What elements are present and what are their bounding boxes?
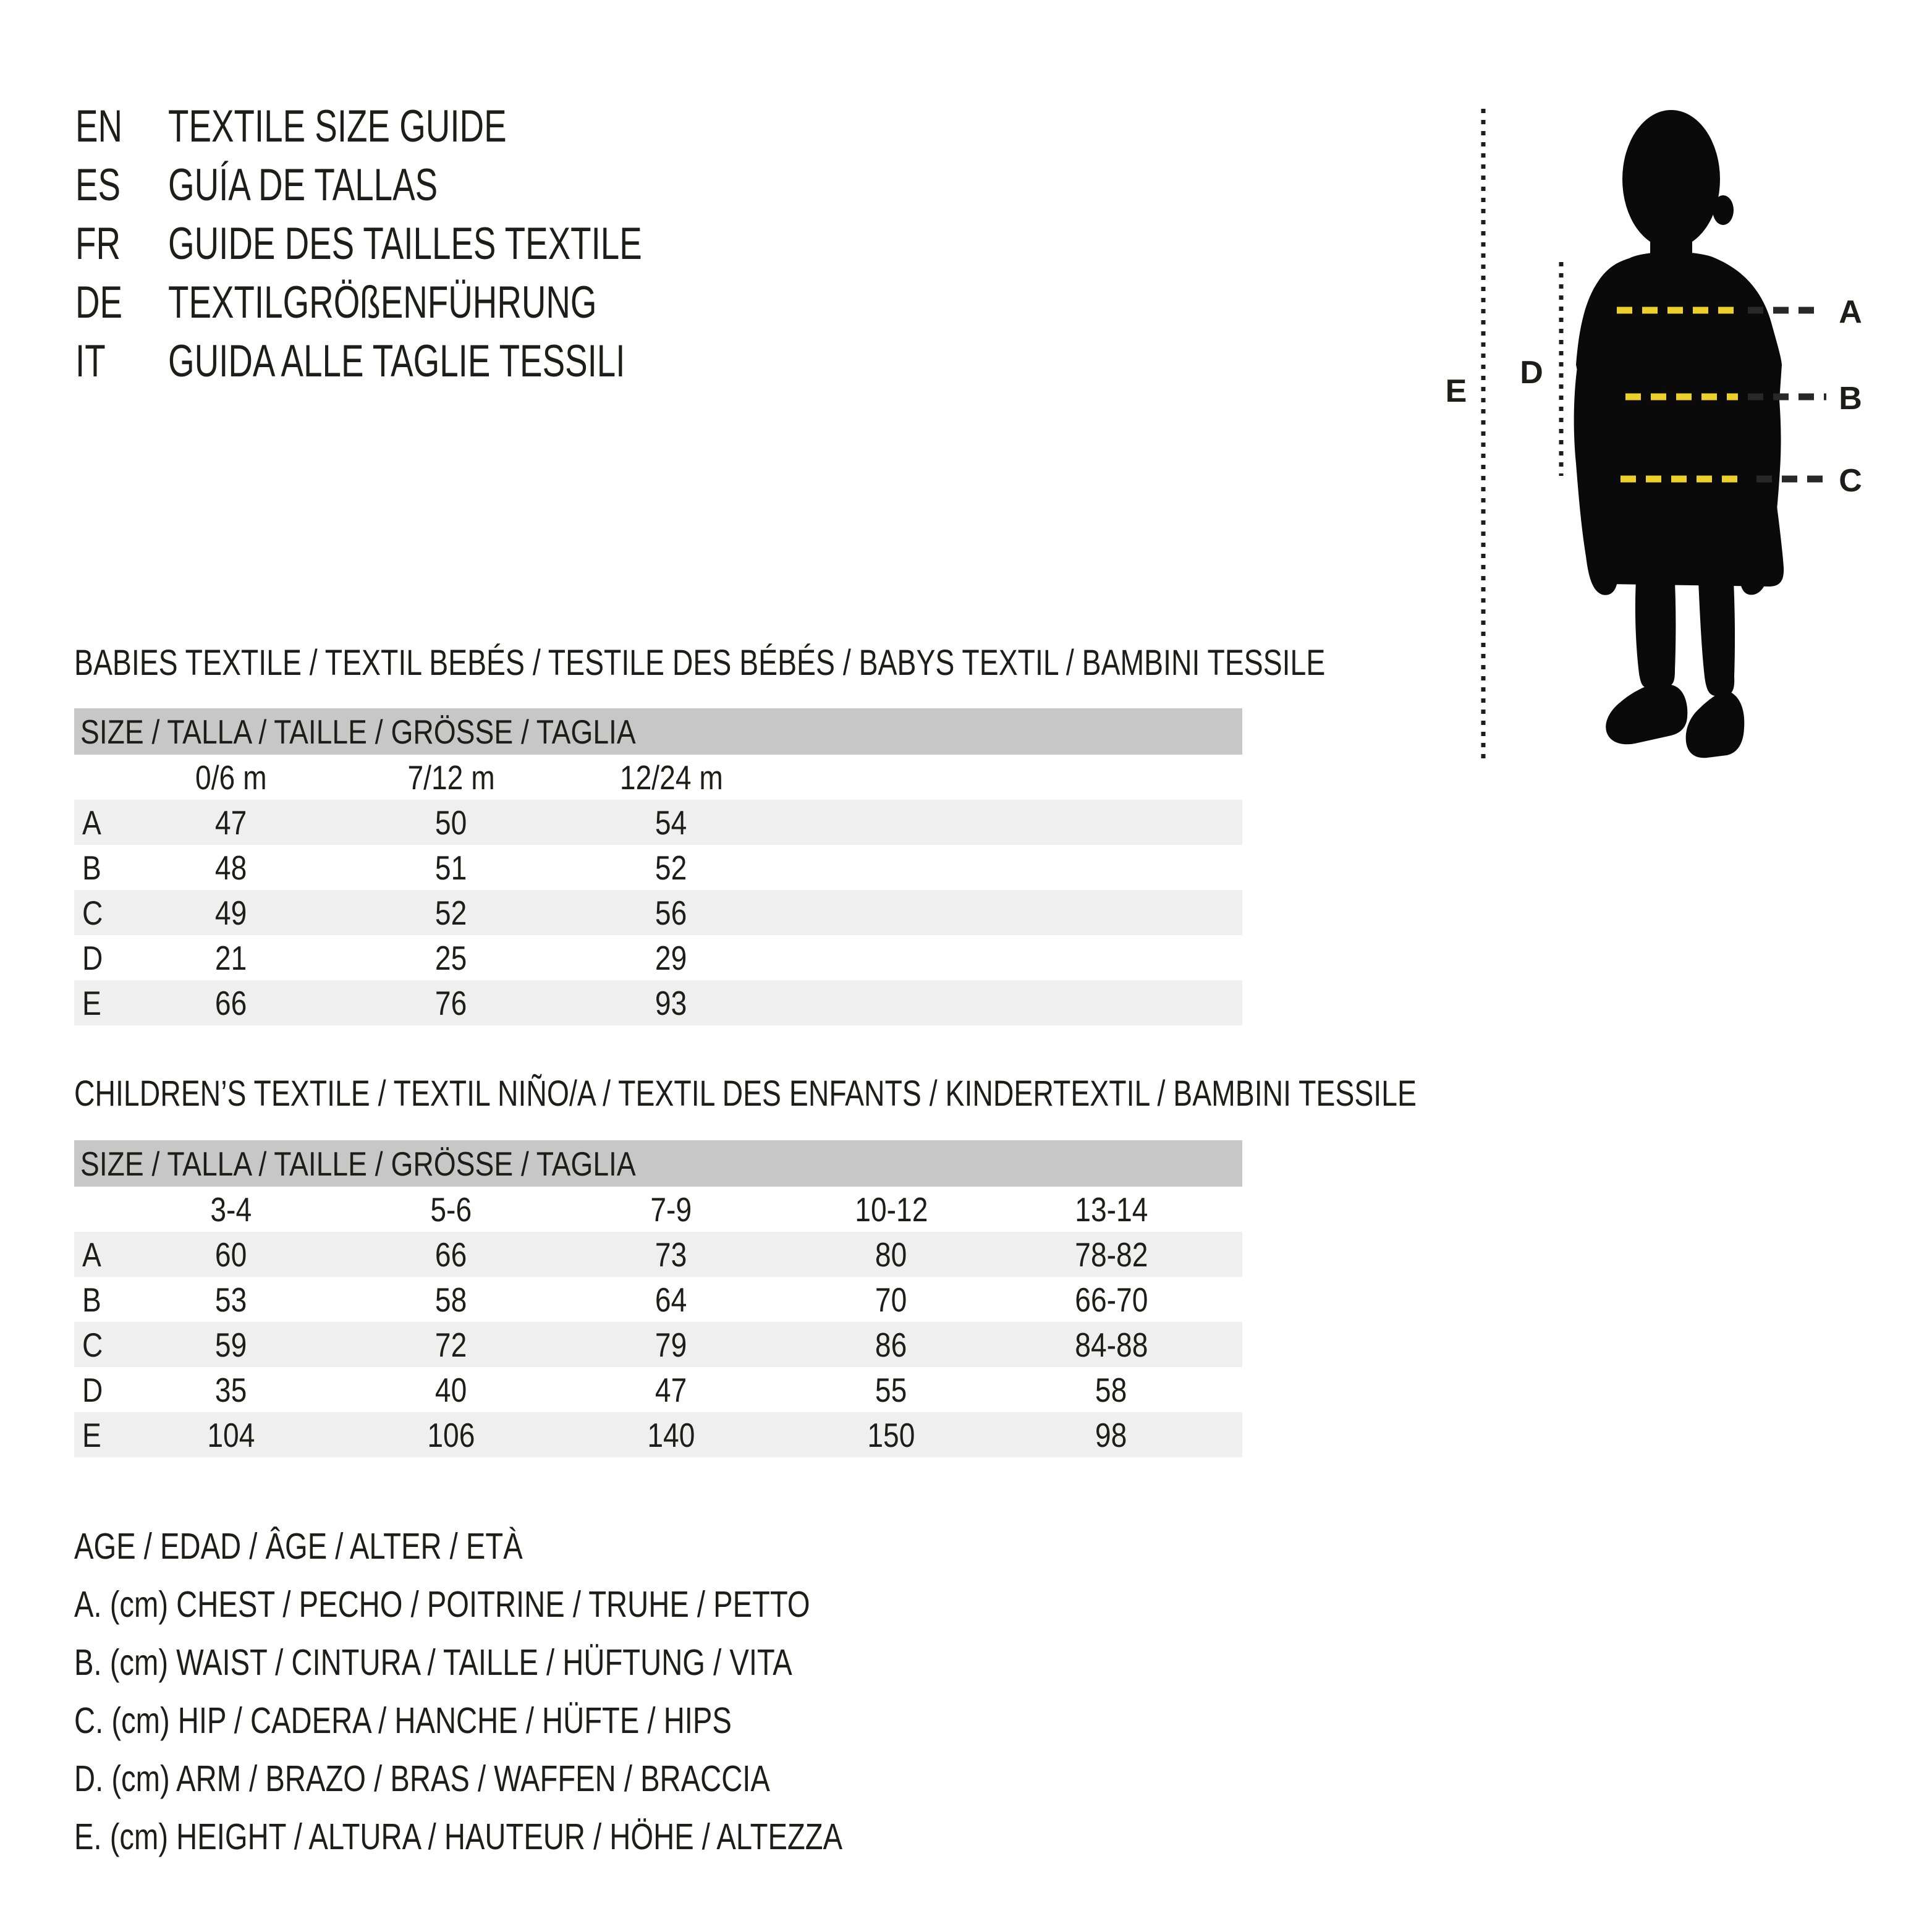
children-col-7-9: 7-9 xyxy=(650,1190,692,1229)
babies-col-12-24m: 12/24 m xyxy=(619,758,723,797)
children-row-d: D 35 40 47 55 58 xyxy=(82,1370,1127,1409)
children-col-13-14: 13-14 xyxy=(1074,1190,1148,1229)
lang-title-it: GUIDA ALLE TAGLIE TESSILI xyxy=(168,336,625,386)
silhouette-right-shoe xyxy=(1686,691,1745,758)
row-label: D xyxy=(82,1370,103,1409)
lang-row-fr xyxy=(75,214,800,273)
children-col-10-12: 10-12 xyxy=(854,1190,928,1229)
measurement-figure xyxy=(1421,93,1916,797)
legend-age: AGE / EDAD / ÂGE / ALTER / ETÀ xyxy=(74,1526,523,1567)
babies-row-a: A 47 50 54 xyxy=(74,800,1242,845)
figure-label-e: E xyxy=(1445,373,1467,409)
row-label: E xyxy=(82,1415,101,1454)
legend-hip: C. (cm) HIP / CADERA / HANCHE / HÜFTE / HIPS xyxy=(74,1700,732,1741)
babies-row-c: C 49 52 56 xyxy=(74,890,1242,935)
babies-section-heading: BABIES TEXTILE / TEXTIL BEBÉS / TESTILE DES BÉBÉS / BABYS TEXTIL / BAMBINI TESSILE xyxy=(74,643,1326,683)
babies-col-7-12m: 7/12 m xyxy=(407,758,495,797)
row-label: A xyxy=(82,1235,101,1274)
row-label: D xyxy=(82,938,103,977)
babies-col-0-6m: 0/6 m xyxy=(195,758,267,797)
row-label: C xyxy=(82,1325,103,1364)
row-label: B xyxy=(82,848,101,887)
lang-code-es: ES xyxy=(75,160,121,210)
lang-row-de xyxy=(75,273,800,332)
children-section-heading: CHILDREN’S TEXTILE / TEXTIL NIÑO/A / TEXTIL DES ENFANTS / KINDERTEXTIL / BAMBINI TESSILE xyxy=(74,1074,1417,1114)
figure-label-b: B xyxy=(1839,381,1862,417)
row-label: A xyxy=(82,803,101,842)
lang-title-en: TEXTILE SIZE GUIDE xyxy=(168,101,507,151)
figure-label-d: D xyxy=(1520,355,1543,391)
lang-row-en xyxy=(75,97,800,156)
silhouette-ear xyxy=(1713,195,1734,225)
figure-label-a: A xyxy=(1839,294,1862,330)
babies-size-header-bar: SIZE / TALLA / TAILLE / GRÖSSE / TAGLIA xyxy=(74,708,1242,755)
silhouette-left-leg xyxy=(1635,569,1676,688)
babies-size-table xyxy=(74,708,1242,1025)
babies-row-b: B 48 51 52 xyxy=(82,848,687,887)
babies-row-e: E 66 76 93 xyxy=(74,980,1242,1025)
row-label: C xyxy=(82,893,103,932)
silhouette-right-leg xyxy=(1698,569,1735,696)
legend-arm: D. (cm) ARM / BRAZO / BRAS / WAFFEN / BRACCIA xyxy=(74,1758,770,1799)
children-col-5-6: 5-6 xyxy=(430,1190,472,1229)
language-title-list xyxy=(75,97,800,391)
silhouette-head xyxy=(1622,110,1720,248)
lang-title-de: TEXTILGRÖßENFÜHRUNG xyxy=(168,278,597,328)
children-col-3-4: 3-4 xyxy=(210,1190,252,1229)
lang-code-it: IT xyxy=(75,336,106,386)
children-row-e: E 104 106 140 150 98 xyxy=(74,1412,1242,1457)
row-label: B xyxy=(82,1280,101,1319)
legend-height: E. (cm) HEIGHT / ALTURA / HAUTEUR / HÖHE / ALTEZZA xyxy=(74,1816,843,1857)
babies-row-d: D 21 25 29 xyxy=(82,938,687,977)
lang-code-en: EN xyxy=(75,101,123,151)
measurement-legend xyxy=(74,1517,1035,1866)
lang-title-fr: GUIDE DES TAILLES TEXTILE xyxy=(168,219,642,269)
children-size-table xyxy=(74,1140,1242,1457)
children-column-header-row xyxy=(74,1187,1242,1232)
lang-code-fr: FR xyxy=(75,219,121,269)
children-row-c: C 59 72 79 86 84-88 xyxy=(74,1322,1242,1367)
silhouette-left-shoe xyxy=(1606,684,1687,744)
lang-row-es xyxy=(75,156,800,214)
children-row-a: A 60 66 73 80 78-82 xyxy=(74,1232,1242,1277)
children-size-header-bar: SIZE / TALLA / TAILLE / GRÖSSE / TAGLIA xyxy=(74,1140,1242,1187)
lang-row-it xyxy=(75,332,800,391)
legend-chest: A. (cm) CHEST / PECHO / POITRINE / TRUHE / PETTO xyxy=(74,1584,810,1625)
babies-column-header-row xyxy=(74,755,1242,800)
row-label: E xyxy=(82,983,101,1022)
lang-title-es: GUÍA DE TALLAS xyxy=(168,160,438,210)
silhouette-shorts xyxy=(1596,482,1784,587)
legend-waist: B. (cm) WAIST / CINTURA / TAILLE / HÜFTUNG / VITA xyxy=(74,1642,792,1683)
children-row-b: B 53 58 64 70 66-70 xyxy=(82,1280,1148,1319)
lang-code-de: DE xyxy=(75,278,123,328)
figure-label-c: C xyxy=(1839,463,1862,499)
